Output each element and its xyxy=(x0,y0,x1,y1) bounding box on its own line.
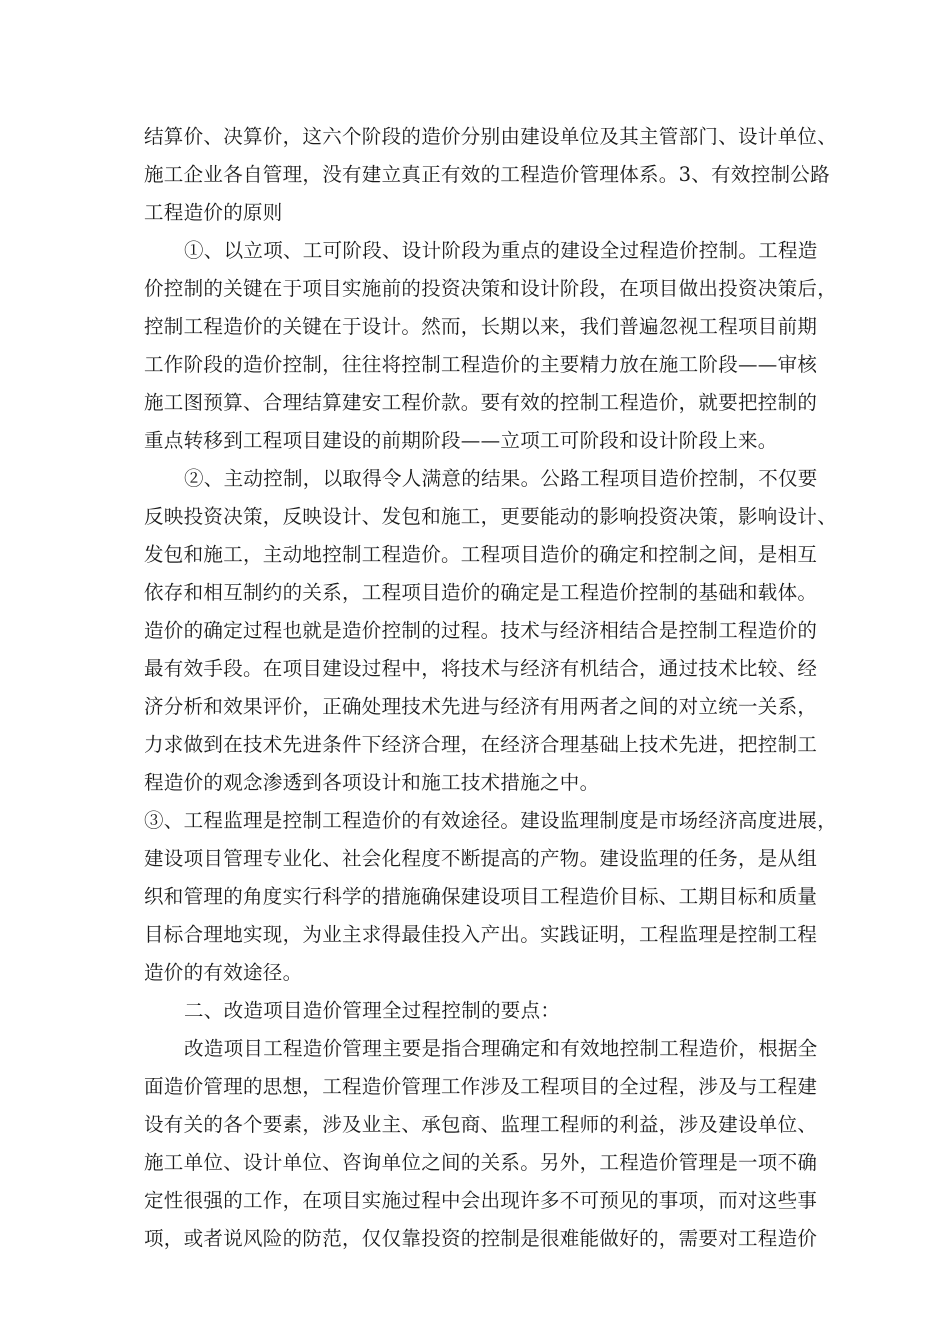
text-line: 建设项目管理专业化、社会化程度不断提高的产物。建设监理的任务，是从组 xyxy=(144,847,818,870)
text-line: 项，或者说风险的防范，仅仅靠投资的控制是很难能做好的，需要对工程造价 xyxy=(144,1227,818,1250)
text-line: 结算价、决算价，这六个阶段的造价分别由建设单位及其主管部门、设计单位、 xyxy=(144,125,838,148)
text-line: 最有效手段。在项目建设过程中，将技术与经济有机结合，通过技术比较、经 xyxy=(144,657,818,680)
text-line: 造价的有效途径。 xyxy=(144,961,303,984)
text-line: 设有关的各个要素，涉及业主、承包商、监理工程师的利益，涉及建设单位、 xyxy=(144,1113,818,1136)
text-line: 织和管理的角度实行科学的措施确保建设项目工程造价目标、工期目标和质量 xyxy=(144,885,818,908)
paragraph-first-line: 改造项目工程造价管理主要是指合理确定和有效地控制工程造价，根据全 xyxy=(184,1037,818,1060)
paragraph-first-line: ①、以立项、工可阶段、设计阶段为重点的建设全过程造价控制。工程造 xyxy=(184,239,818,262)
text-line: 程造价的观念渗透到各项设计和施工技术措施之中。 xyxy=(144,771,600,794)
text-line: 目标合理地实现，为业主求得最佳投入产出。实践证明，工程监理是控制工程 xyxy=(144,923,818,946)
text-line: 定性很强的工作，在项目实施过程中会出现许多不可预见的事项，而对这些事 xyxy=(144,1189,818,1212)
text-line: 发包和施工，主动地控制工程造价。工程项目造价的确定和控制之间，是相互 xyxy=(144,543,818,566)
text-line: 施工图预算、合理结算建安工程价款。要有效的控制工程造价，就要把控制的 xyxy=(144,391,818,414)
text-line: 力求做到在技术先进条件下经济合理，在经济合理基础上技术先进，把控制工 xyxy=(144,733,818,756)
text-line: 工程造价的原则 xyxy=(144,201,283,224)
text-line: 工作阶段的造价控制，往往将控制工程造价的主要精力放在施工阶段——审核 xyxy=(144,353,818,376)
text-line: 反映投资决策，反映设计、发包和施工，更要能动的影响投资决策，影响设计、 xyxy=(144,505,838,528)
text-line: 济分析和效果评价，正确处理技术先进与经济有用两者之间的对立统一关系， xyxy=(144,695,818,718)
text-line: 依存和相互制约的关系，工程项目造价的确定是工程造价控制的基础和载体。 xyxy=(144,581,818,604)
text-line: 施工单位、设计单位、咨询单位之间的关系。另外，工程造价管理是一项不确 xyxy=(144,1151,818,1174)
section-heading: 二、改造项目造价管理全过程控制的要点： xyxy=(184,999,561,1022)
paragraph-first-line: ③、工程监理是控制工程造价的有效途径。建设监理制度是市场经济高度进展， xyxy=(144,809,838,832)
paragraph-first-line: ②、主动控制，以取得令人满意的结果。公路工程项目造价控制，不仅要 xyxy=(184,467,818,490)
text-line: 重点转移到工程项目建设的前期阶段——立项工可阶段和设计阶段上来。 xyxy=(144,429,778,452)
text-line: 施工企业各自管理，没有建立真正有效的工程造价管理体系。3、有效控制公路 xyxy=(144,163,830,186)
text-line: 面造价管理的思想，工程造价管理工作涉及工程项目的全过程，涉及与工程建 xyxy=(144,1075,818,1098)
text-line: 控制工程造价的关键在于设计。然而，长期以来，我们普遍忽视工程项目前期 xyxy=(144,315,818,338)
text-line: 价控制的关键在于项目实施前的投资决策和设计阶段，在项目做出投资决策后， xyxy=(144,277,838,300)
text-line: 造价的确定过程也就是造价控制的过程。技术与经济相结合是控制工程造价的 xyxy=(144,619,818,642)
